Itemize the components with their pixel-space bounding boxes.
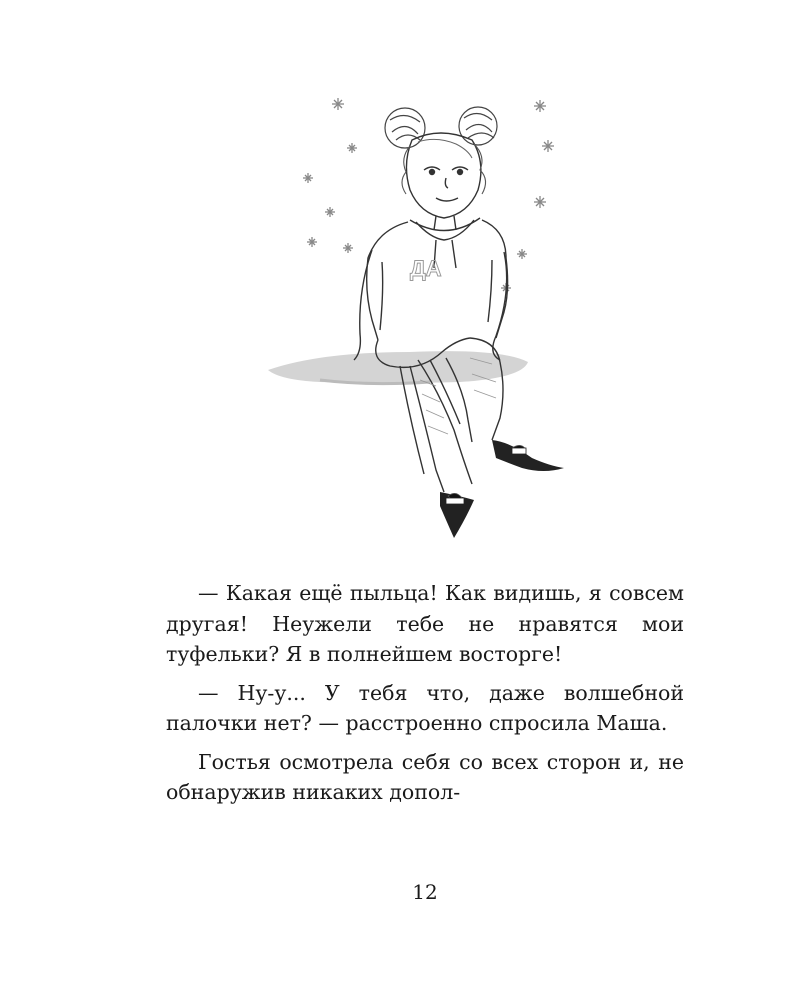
hoodie-text: ДА [410, 256, 442, 281]
body-text [166, 578, 684, 808]
paragraph: — Какая ещё пыльца! Как видишь, я совсем другая! Неужели тебе не нравятся мои туфельки? Я в полнейшем восторге! [166, 581, 684, 666]
paragraph: Гостья осмотрела себя со всех сторон и, не обнаружив никаких допол- [166, 749, 684, 804]
paragraph: — Ну-у... У тебя что, даже волшебной палочки нет? — расстроенно спросила Маша. [166, 680, 684, 735]
page-number: 12 [412, 880, 438, 904]
girl-illustration [260, 90, 590, 550]
